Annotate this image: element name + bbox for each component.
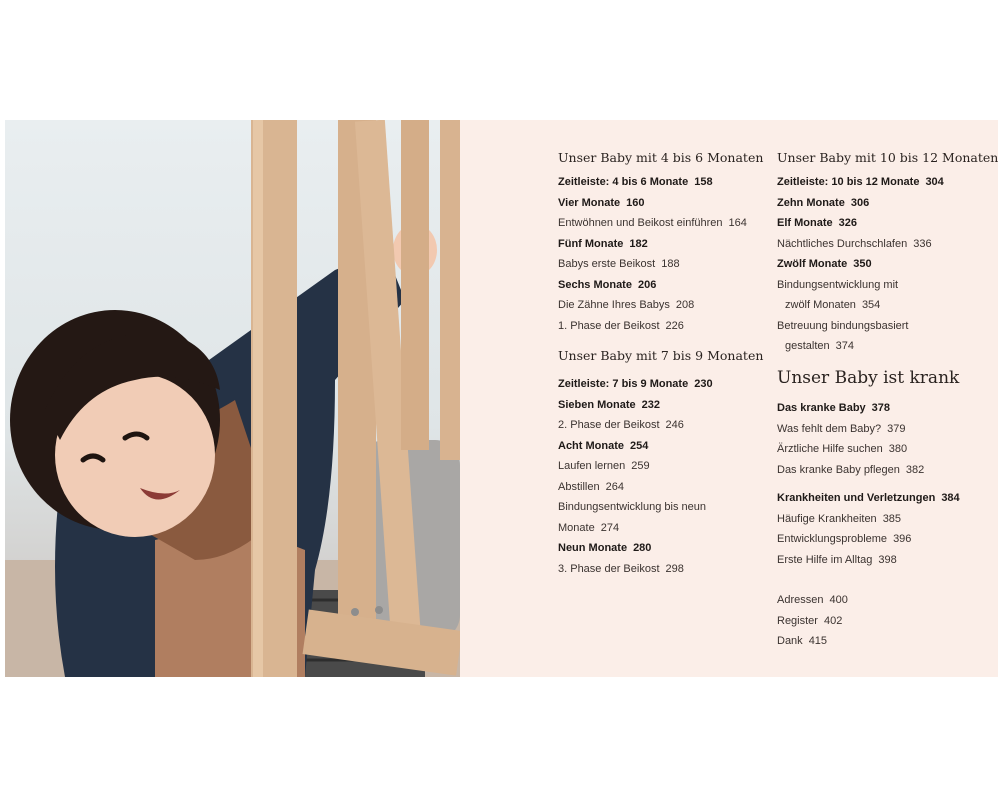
toc-page-number: 350 [853, 258, 872, 270]
toc-entry-title: Ärztliche Hilfe suchen [777, 443, 883, 455]
toc-entry-title: 2. Phase der Beikost [558, 419, 660, 431]
toc-entry-title: Laufen lernen [558, 460, 626, 472]
toc-page-number: 415 [808, 635, 828, 647]
toc-entry-title: Register [777, 614, 818, 627]
toc-entry-title: gestalten [785, 340, 830, 352]
toc-entry[interactable] [558, 418, 684, 432]
toc-page-number: 398 [878, 553, 897, 566]
toc-entry-title: Dank [777, 635, 803, 647]
toc-entry[interactable] [777, 634, 827, 648]
toc-entry[interactable] [558, 500, 706, 514]
toc-entry-title: Zeitleiste: 4 bis 6 Monate [558, 176, 689, 188]
toc-entry-title: Entwicklungsprobleme [777, 533, 888, 545]
toc-page-number: 280 [633, 542, 652, 554]
toc-page-number: 206 [637, 278, 657, 291]
toc-entry-title: Acht Monate [558, 439, 624, 452]
toc-page-number: 380 [888, 443, 908, 455]
toc-entry-title: Vier Monate [558, 196, 621, 209]
toc-entry[interactable] [558, 439, 648, 453]
toc-entry-title: Was fehlt dem Baby? [777, 422, 882, 435]
toc-entry[interactable] [777, 463, 924, 477]
toc-entry[interactable] [777, 319, 908, 333]
toc-entry[interactable] [558, 237, 648, 251]
toc-page-number: 385 [882, 512, 902, 525]
toc-entry-title: Erste Hilfe im Alltag [777, 553, 873, 566]
toc-page-number: 254 [630, 439, 649, 452]
toc-page-number: 396 [893, 533, 912, 545]
toc-page-number: 306 [850, 196, 870, 209]
toc-entry[interactable] [777, 237, 932, 251]
toc-entry-title: Betreuung bindungsbasiert [777, 319, 909, 332]
toc-entry-title: Nächtliches Durchschlafen [777, 237, 908, 250]
toc-entry[interactable] [558, 398, 660, 412]
toc-entry[interactable] [558, 480, 624, 494]
toc-entry[interactable] [558, 521, 619, 535]
toc-entry[interactable] [777, 216, 857, 230]
toc-entry[interactable] [777, 512, 901, 526]
toc-entry-title: Babys erste Beikost [558, 258, 656, 270]
toc-entry-title: Abstillen [558, 480, 600, 493]
toc-page-number: 246 [665, 419, 684, 431]
toc-entry[interactable] [777, 491, 960, 505]
toc-entry-title: Das kranke Baby pflegen [777, 463, 900, 476]
toc-entry-title: Das kranke Baby [777, 402, 866, 414]
toc-entry-title: Zeitleiste: 10 bis 12 Monate [777, 176, 920, 188]
toc-entry[interactable] [558, 377, 713, 391]
toc-entry-title: Zwölf Monate [777, 258, 848, 270]
toc-page-number: 379 [887, 422, 906, 435]
toc-page-number: 402 [823, 614, 843, 627]
section-heading: Unser Baby mit 10 bis 12 Monaten [777, 150, 998, 165]
toc-entry[interactable] [558, 175, 713, 189]
toc-entry-title: Bindungsentwicklung mit [777, 278, 899, 291]
toc-entry[interactable] [777, 553, 897, 567]
toc-page-number: 274 [600, 521, 620, 534]
toc-page-number: 298 [665, 562, 684, 575]
toc-entry[interactable] [558, 562, 684, 576]
toc-page-number: 182 [629, 237, 648, 250]
toc-entry[interactable] [777, 401, 890, 415]
toc-entry-title: Sechs Monate [558, 278, 632, 291]
toc-entry[interactable] [558, 216, 747, 230]
toc-entry[interactable] [558, 298, 694, 312]
toc-page-number: 226 [665, 319, 684, 332]
toc-page-number: 232 [641, 398, 660, 411]
toc-page-number: 400 [829, 594, 848, 606]
toc-entry[interactable] [558, 257, 680, 271]
toc-entry-title: Elf Monate [777, 217, 833, 229]
toc-entry[interactable] [558, 541, 651, 555]
toc-entry[interactable] [777, 422, 906, 436]
toc-entry-title: Bindungsentwicklung bis neun [558, 501, 706, 513]
toc-entry-title: Häufige Krankheiten [777, 512, 877, 525]
toc-page-number: 354 [861, 299, 881, 311]
section-heading-large: Unser Baby ist krank [777, 368, 960, 388]
toc-entry-title: Monate [558, 521, 595, 534]
toc-page-number: 378 [871, 402, 891, 414]
toc-entry[interactable] [558, 278, 656, 292]
toc-page-number: 384 [941, 492, 960, 504]
toc-entry[interactable] [785, 339, 854, 353]
toc-page-number: 336 [913, 237, 932, 250]
toc-page-number: 259 [631, 460, 650, 472]
toc-page-number: 304 [925, 176, 944, 188]
toc-entry[interactable] [777, 593, 848, 607]
toc-page-number: 160 [626, 196, 645, 209]
toc-entry[interactable] [777, 532, 911, 546]
toc-entry[interactable] [777, 175, 944, 189]
toc-entry[interactable] [785, 298, 880, 312]
toc-page-number: 188 [661, 258, 680, 270]
toc-entry-title: Zehn Monate [777, 196, 845, 209]
toc-entry[interactable] [558, 459, 650, 473]
toc-page-number: 264 [605, 480, 624, 493]
toc-page-number: 374 [835, 340, 855, 352]
toc-page-number: 382 [905, 463, 925, 476]
section-heading: Unser Baby mit 7 bis 9 Monaten [558, 348, 764, 363]
toc-entry-title: Sieben Monate [558, 398, 636, 411]
toc-entry[interactable] [777, 614, 842, 628]
toc-entry[interactable] [777, 257, 872, 271]
toc-entry[interactable] [777, 442, 907, 456]
toc-entry-title: Zeitleiste: 7 bis 9 Monate [558, 378, 689, 390]
toc-page-number: 230 [694, 378, 713, 390]
toc-entry[interactable] [558, 196, 645, 210]
toc-entry-title: Entwöhnen und Beikost einführen [558, 217, 723, 229]
toc-entry-title: 1. Phase der Beikost [558, 319, 660, 332]
toc-page-number: 326 [838, 217, 857, 229]
toc-entry[interactable] [777, 196, 869, 210]
toc-entry-title: Krankheiten und Verletzungen [777, 492, 936, 504]
toc-entry-title: Neun Monate [558, 542, 628, 554]
toc-entry-title: Adressen [777, 594, 824, 606]
section-heading: Unser Baby mit 4 bis 6 Monaten [558, 150, 764, 165]
toc-entry[interactable] [777, 278, 898, 292]
toc-page-number: 158 [694, 176, 713, 188]
toc-page-number: 164 [728, 217, 747, 229]
toc-entry-title: Die Zähne Ihres Babys [558, 299, 670, 311]
toc-entry-title: zwölf Monaten [785, 299, 856, 311]
toc-page-number: 208 [675, 299, 695, 311]
toc-entry-title: Fünf Monate [558, 237, 624, 250]
book-spread [5, 120, 998, 677]
baby-photo [5, 120, 460, 677]
toc-entry[interactable] [558, 319, 684, 333]
toc-entry-title: 3. Phase der Beikost [558, 562, 660, 575]
